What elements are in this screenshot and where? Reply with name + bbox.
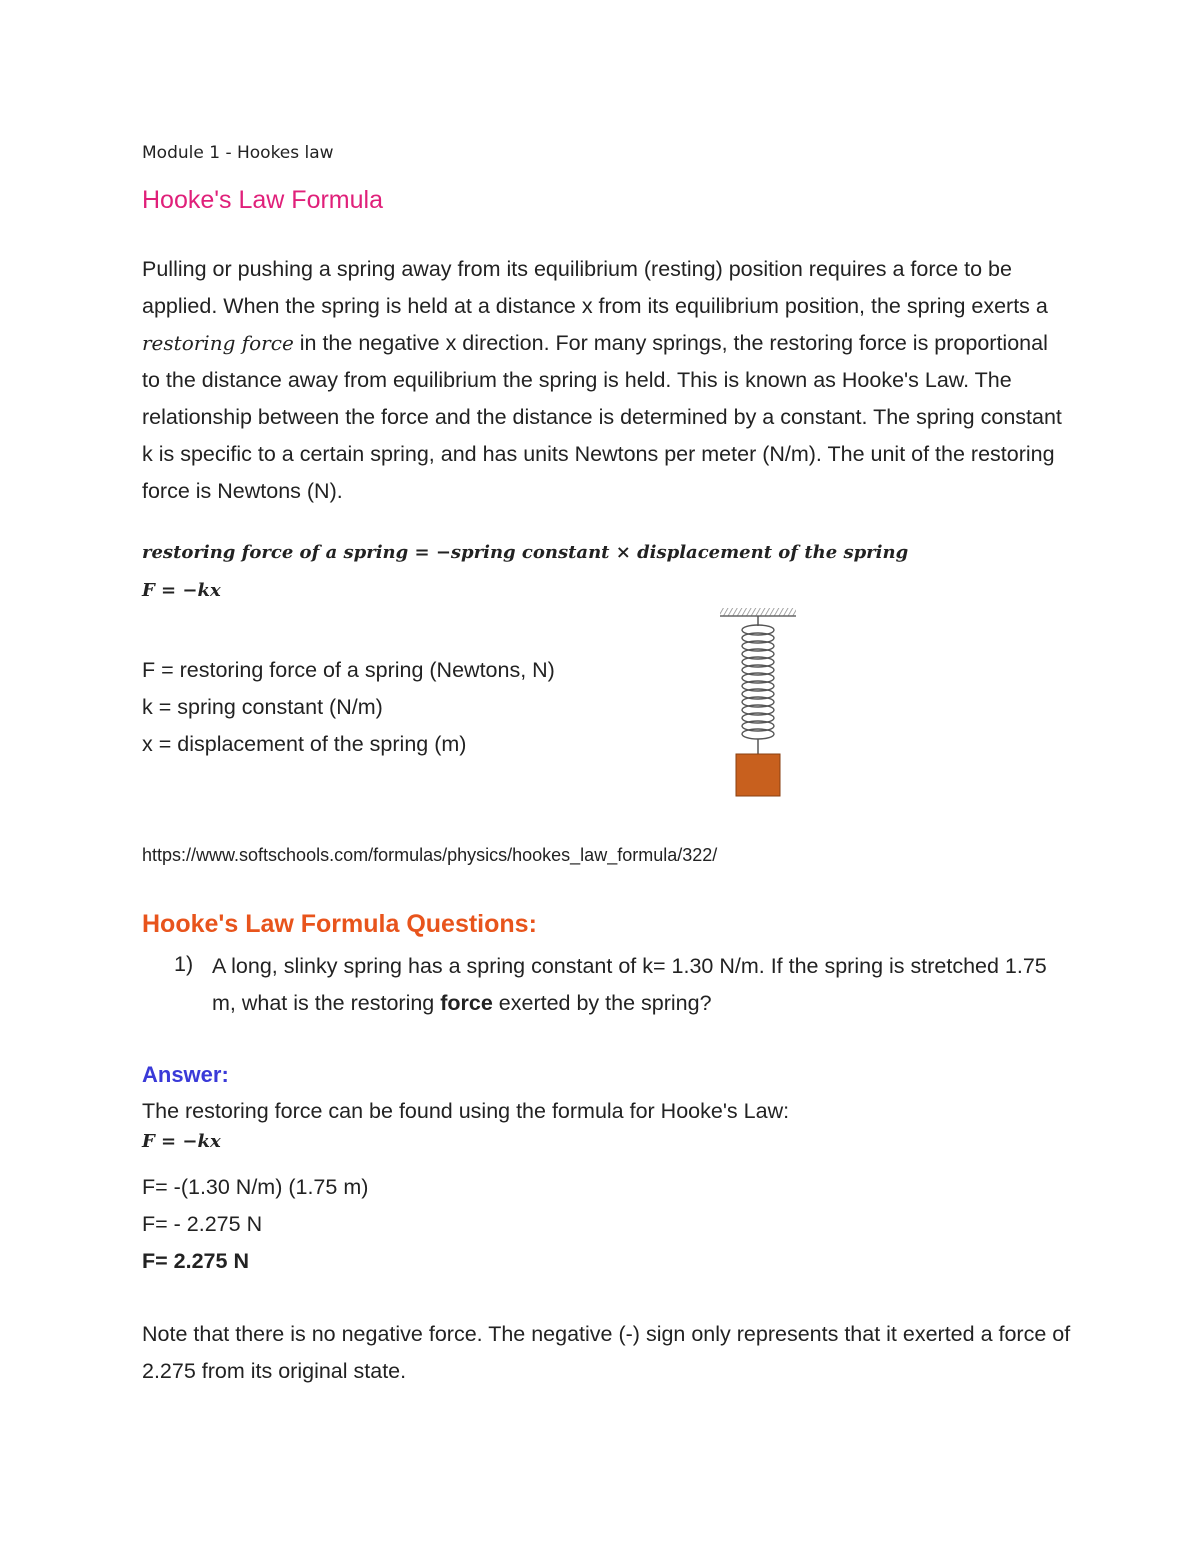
equation-symbols: F = −kx [142, 580, 221, 601]
answer-step-1: F= -(1.30 N/m) (1.75 m) [142, 1175, 369, 1199]
answer-intro: The restoring force can be found using the formula for Hooke's Law: [142, 1099, 790, 1123]
question-text [212, 948, 1052, 1022]
question-text-1: A long, slinky spring has a spring constant of k= 1.30 N/m. If the spring is stretched 1.75 m, what is the restoring [212, 954, 1047, 1015]
answer-step-2: F= - 2.275 N [142, 1212, 263, 1236]
module-title: Module 1 - Hookes law [142, 143, 334, 163]
answer-final: F= 2.275 N [142, 1249, 249, 1273]
definition-k: k = spring constant (N/m) [142, 695, 383, 719]
intro-italic-term: restoring force [142, 331, 294, 355]
equation-words: restoring force of a spring = −spring constant × displacement of the spring [142, 542, 909, 563]
answer-formula: F = −kx [142, 1131, 221, 1152]
question-bold-term: force [440, 991, 493, 1015]
question-text-2: exerted by the spring? [492, 991, 712, 1015]
section-heading: Hooke's Law Formula [142, 186, 383, 214]
intro-text-2: in the negative x direction. For many springs, the restoring force is proportional to the distance away from equilibrium the spring is held. This is known as Hooke's Law. The relationship between the force and the distance is determined by a constant. The spring constant k is specific to a certain spring, and has units Newtons per meter (N/m). The unit of the restoring force is Newtons (N). [142, 331, 1062, 503]
note-paragraph: Note that there is no negative force. The negative (-) sign only represents that it exerted a force of 2.275 from its original state. [142, 1322, 1071, 1383]
definition-f: F = restoring force of a spring (Newtons, N) [142, 658, 555, 682]
intro-text-1: Pulling or pushing a spring away from its equilibrium (resting) position requires a force to be applied. When the spring is held at a distance x from its equilibrium position, the spring exerts a [142, 257, 1048, 318]
definition-x: x = displacement of the spring (m) [142, 732, 467, 756]
intro-paragraph [142, 251, 1062, 510]
source-link[interactable]: https://www.softschools.com/formulas/physics/hookes_law_formula/322/ [142, 845, 718, 865]
question-number: 1) [174, 952, 194, 976]
spring-illustration [716, 604, 800, 800]
answer-heading: Answer: [142, 1062, 229, 1087]
questions-heading: Hooke's Law Formula Questions: [142, 910, 537, 938]
